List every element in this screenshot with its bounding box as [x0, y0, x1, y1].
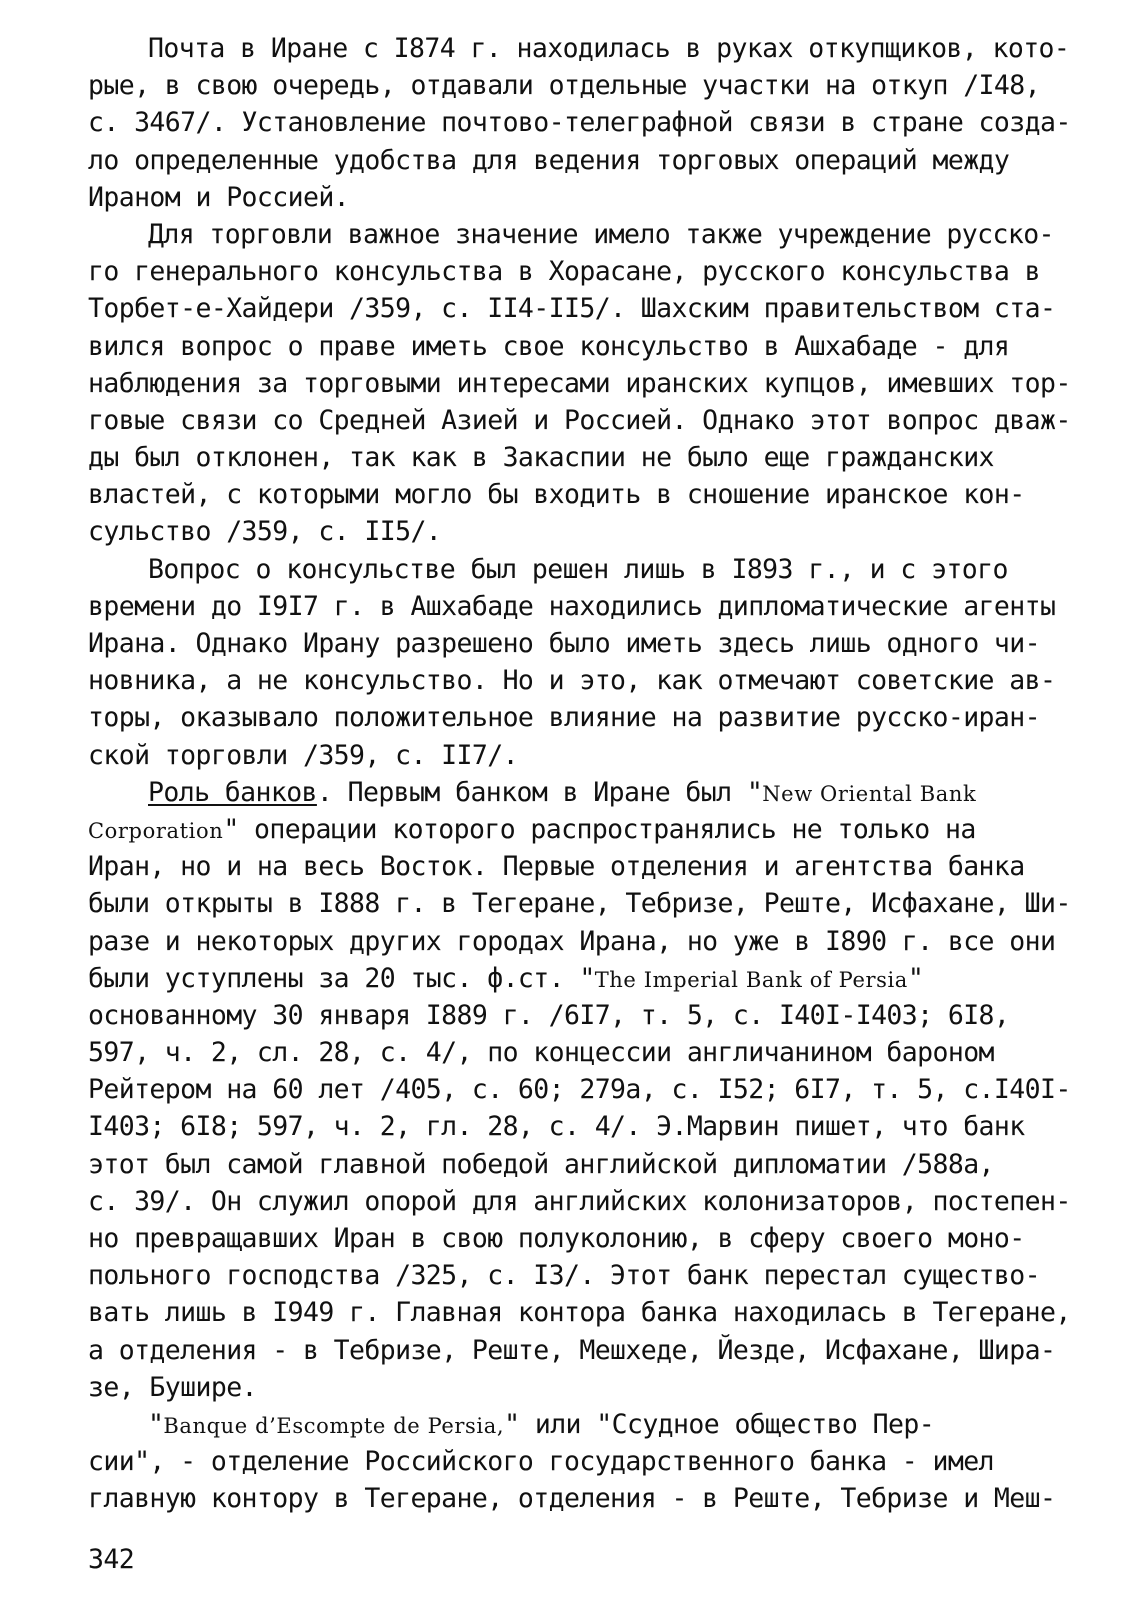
paragraph-consulate-decision: [88, 551, 1073, 774]
paragraph-banque-escompte: [88, 1406, 1073, 1518]
text-line: Торбет-е-Хайдери /359, с. II4-II5/. Шахским правительством ста-: [88, 293, 1056, 325]
text-line: 597, ч. 2, сл. 28, с. 4/, по концессии англичанином бароном: [88, 1037, 994, 1069]
paragraph-postal: [88, 30, 1073, 216]
text-span: были уступлены за 20 тыс. ф.ст. ": [88, 962, 595, 994]
text-line: с. 3467/. Установление почтово-телеграфной связи в стране созда-: [88, 107, 1071, 139]
document-page: [88, 30, 1073, 1518]
text-line: [88, 811, 1073, 848]
text-line: основанному 30 января I889 г. /6I7, т. 5, с. I40I-I403; 6I8,: [88, 999, 1010, 1031]
text-span: . Первым банком в Иране был ": [316, 776, 763, 808]
text-line: вать лишь в I949 г. Главная контора банка находилась в Тегеране,: [88, 1297, 1071, 1329]
text-line: [88, 1406, 1073, 1443]
text-line: ской торговли /359, с. II7/.: [88, 739, 518, 771]
text-line: рые, в свою очередь, отдавали отдельные участки на откуп /I48,: [88, 70, 1040, 102]
text-span: " операции которого распространялись не только на: [223, 813, 976, 845]
text-line: Рейтером на 60 лет /405, с. 60; 279а, с. I52; 6I7, т. 5, с.I40I-: [88, 1074, 1071, 1106]
text-line: разе и некоторых других городах Ирана, но уже в I890 г. все они: [88, 925, 1056, 957]
text-line: [88, 774, 1073, 811]
text-line: новника, а не консульство. Но и это, как отмечают советские ав-: [88, 665, 1056, 697]
text-line: вился вопрос о праве иметь свое консульство в Ашхабаде - для: [88, 330, 1010, 362]
text-line: но превращавших Иран в свою полуколонию, в сферу своего моно-: [88, 1223, 1025, 1254]
text-line: сульство /359, с. II5/.: [88, 516, 442, 548]
text-line: властей, с которыми могло бы входить в сношение иранское кон-: [88, 479, 1025, 511]
text-line: I403; 6I8; 597, ч. 2, гл. 28, с. 4/. Э.Марвин пишет, что банк: [88, 1111, 1025, 1143]
text-line: с. 39/. Он служил опорой для английских колонизаторов, постепен-: [88, 1185, 1071, 1217]
paragraph-consulate: [88, 216, 1073, 551]
text-line: Иран, но и на весь Восток. Первые отделения и агентства банка: [88, 851, 1025, 883]
paragraph-banks: [88, 774, 1073, 1406]
text-line: а отделения - в Тебризе, Реште, Мешхеде, Йезде, Исфахане, Шира-: [88, 1334, 1056, 1366]
text-line: Для торговли важное значение имело также учреждение русско-: [148, 218, 1054, 250]
text-line: Ирана. Однако Ирану разрешено было иметь здесь лишь одного чи-: [88, 628, 1040, 659]
bank-name: Banque d’Escompte de Persia,: [163, 1413, 505, 1438]
text-line: торы, оказывало положительное влияние на развитие русско-иран-: [88, 702, 1040, 734]
text-line: Ираном и Россией.: [88, 181, 350, 213]
text-line: говые связи со Средней Азией и Россией. Однако этот вопрос дваж-: [88, 404, 1071, 436]
text-line: [88, 960, 1073, 997]
text-line: наблюдения за торговыми интересами иранских купцов, имевших тор-: [88, 367, 1071, 399]
text-span: " или "Ссудное общество Пер-: [504, 1408, 935, 1440]
text-line: главную контору в Тегеране, отделения - в Реште, Тебризе и Меш-: [88, 1483, 1056, 1515]
bank-name: Corporation: [88, 818, 224, 843]
section-heading: Роль банков: [148, 776, 317, 808]
text-line: Вопрос о консульстве был решен лишь в I893 г., и с этого: [148, 553, 1008, 585]
text-line: Почта в Иране с I874 г. находилась в руках откупщиков, кото-: [148, 33, 1070, 64]
text-line: ды был отклонен, так как в Закаспии не было еще гражданских: [88, 442, 994, 474]
text-span: ": [148, 1408, 164, 1440]
text-line: го генерального консульства в Хорасане, русского консульства в: [88, 256, 1040, 288]
text-line: этот был самой главной победой английской дипломатии /588а,: [88, 1148, 994, 1180]
text-line: были открыты в I888 г. в Тегеране, Тебризе, Реште, Исфахане, Ши-: [88, 888, 1071, 920]
bank-name: The Imperial Bank of Persia: [594, 967, 908, 992]
text-line: польного господства /325, с. I3/. Этот банк перестал существо-: [88, 1260, 1040, 1292]
text-span: ": [907, 962, 924, 994]
text-line: зе, Бушире.: [88, 1371, 257, 1403]
text-line: ло определенные удобства для ведения торговых операций между: [88, 144, 1010, 176]
text-line: времени до I9I7 г. в Ашхабаде находились дипломатические агенты: [88, 590, 1056, 622]
text-line: сии", - отделение Российского государственного банка - имел: [88, 1446, 994, 1478]
page-number: 342: [88, 1544, 135, 1575]
bank-name: New Oriental Bank: [762, 781, 977, 806]
